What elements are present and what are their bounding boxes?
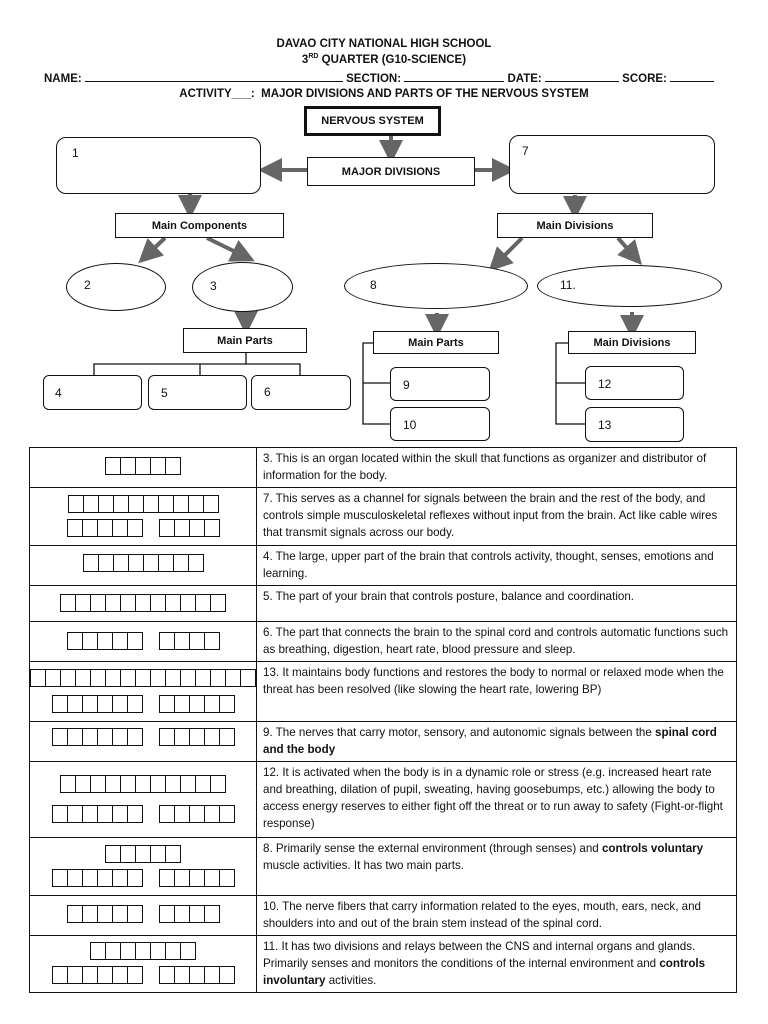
letter-box[interactable]: [83, 806, 98, 822]
letter-box[interactable]: [211, 670, 226, 686]
letter-box[interactable]: [136, 846, 151, 862]
letter-box[interactable]: [113, 806, 128, 822]
letter-box[interactable]: [113, 729, 128, 745]
letter-box[interactable]: [136, 670, 151, 686]
letter-box[interactable]: [91, 595, 106, 611]
letter-box[interactable]: [61, 776, 76, 792]
letter-box[interactable]: [160, 967, 175, 983]
question-text: 6. The part that connects the brain to the spinal cord and controls automatic functions such as breathing, digestion, heart rate, blood pressure and sleep.: [257, 622, 737, 662]
letter-box[interactable]: [220, 967, 234, 983]
letter-box[interactable]: [84, 496, 99, 512]
letter-box[interactable]: [204, 496, 218, 512]
letter-box[interactable]: [106, 670, 121, 686]
letter-boxes[interactable]: [30, 669, 256, 687]
letter-box[interactable]: [160, 906, 175, 922]
question-row: [30, 448, 737, 488]
question-row: [30, 586, 737, 622]
answer-cell: [30, 838, 257, 896]
letter-box[interactable]: [83, 520, 98, 536]
letter-box[interactable]: [166, 458, 180, 474]
letter-boxes[interactable]: [60, 775, 226, 793]
letter-box[interactable]: [220, 870, 234, 886]
letter-box[interactable]: [113, 967, 128, 983]
number-12: 12: [598, 377, 612, 391]
letter-box[interactable]: [98, 729, 113, 745]
answer-cell: [30, 488, 257, 546]
letter-box[interactable]: [53, 696, 68, 712]
letter-boxes[interactable]: [67, 632, 143, 650]
letter-box[interactable]: [190, 870, 205, 886]
letter-box[interactable]: [181, 943, 195, 959]
letter-box[interactable]: [53, 806, 68, 822]
letter-box[interactable]: [98, 696, 113, 712]
question-row: [30, 722, 737, 762]
letter-box[interactable]: [144, 555, 159, 571]
letter-box[interactable]: [174, 555, 189, 571]
score-label: SCORE:: [622, 73, 667, 85]
letter-box[interactable]: [181, 670, 196, 686]
letter-box[interactable]: [190, 906, 205, 922]
letter-boxes[interactable]: [105, 457, 181, 475]
letter-box[interactable]: [61, 595, 76, 611]
letter-box[interactable]: [160, 633, 175, 649]
letter-box[interactable]: [61, 670, 76, 686]
letter-box[interactable]: [190, 967, 205, 983]
letter-box[interactable]: [91, 670, 106, 686]
letter-box[interactable]: [113, 870, 128, 886]
number-3: 3: [210, 279, 217, 293]
letter-box[interactable]: [136, 595, 151, 611]
question-text: 3. This is an organ located within the skull that functions as organizer and distributor of information for the body.: [257, 448, 737, 488]
letter-box[interactable]: [129, 496, 144, 512]
letter-box[interactable]: [91, 943, 106, 959]
answer-cell: [30, 722, 257, 762]
letter-box[interactable]: [160, 729, 175, 745]
letter-box[interactable]: [175, 729, 190, 745]
letter-box[interactable]: [205, 633, 219, 649]
letter-box[interactable]: [128, 633, 142, 649]
question-row: [30, 488, 737, 546]
number-8: 8: [370, 278, 377, 292]
letter-box[interactable]: [160, 806, 175, 822]
letter-boxes[interactable]: [105, 845, 181, 863]
letter-box[interactable]: [166, 776, 181, 792]
letter-boxes[interactable]: [83, 554, 204, 572]
letter-box[interactable]: [175, 870, 190, 886]
major-divisions-box: MAJOR DIVISIONS: [307, 157, 475, 186]
answer-cell: [30, 586, 257, 622]
letter-box[interactable]: [83, 967, 98, 983]
school-name: DAVAO CITY NATIONAL HIGH SCHOOL: [276, 38, 492, 50]
letter-box[interactable]: [31, 670, 46, 686]
letter-box[interactable]: [159, 496, 174, 512]
main-divisions-sub-box: Main Divisions: [568, 331, 696, 354]
letter-box[interactable]: [113, 633, 128, 649]
number-2: 2: [84, 278, 91, 292]
main-components-box: Main Components: [115, 213, 284, 238]
letter-boxes[interactable]: [159, 905, 220, 923]
answer-cell: [30, 936, 257, 993]
letter-box[interactable]: [106, 943, 121, 959]
answer-cell: [30, 662, 257, 722]
section-label: SECTION:: [346, 73, 402, 85]
letter-box[interactable]: [205, 906, 219, 922]
letter-box[interactable]: [128, 806, 142, 822]
question-text: 10. The nerve fibers that carry information related to the eyes, mouth, ears, neck, and shoulders into and out of the brain stem instead of the spinal cord.: [257, 896, 737, 936]
letter-box[interactable]: [121, 846, 136, 862]
number-10: 10: [403, 418, 417, 432]
letter-box[interactable]: [159, 555, 174, 571]
letter-box[interactable]: [128, 906, 142, 922]
letter-box[interactable]: [99, 555, 114, 571]
answer-ellipse-2[interactable]: [66, 263, 166, 311]
question-text: 4. The large, upper part of the brain that controls activity, thought, senses, emotions and learning.: [257, 546, 737, 586]
letter-box[interactable]: [128, 729, 142, 745]
question-table: [29, 447, 737, 993]
letter-box[interactable]: [226, 670, 241, 686]
letter-box[interactable]: [205, 696, 220, 712]
letter-box[interactable]: [106, 776, 121, 792]
letter-box[interactable]: [205, 520, 219, 536]
letter-boxes[interactable]: [67, 905, 143, 923]
letter-box[interactable]: [99, 496, 114, 512]
letter-box[interactable]: [83, 633, 98, 649]
letter-box[interactable]: [106, 595, 121, 611]
answer-cell: [30, 762, 257, 838]
letter-box[interactable]: [196, 670, 211, 686]
letter-box[interactable]: [189, 496, 204, 512]
question-row: [30, 762, 737, 838]
question-text: 7. This serves as a channel for signals between the brain and the rest of the body, and controls simple musculoskeletal reflexes without input from the brain. Act like cable wires that transmit signals across our body.: [257, 488, 737, 546]
letter-box[interactable]: [83, 696, 98, 712]
letter-box[interactable]: [190, 806, 205, 822]
letter-box[interactable]: [220, 806, 234, 822]
letter-box[interactable]: [129, 555, 144, 571]
letter-box[interactable]: [106, 846, 121, 862]
question-text: 9. The nerves that carry motor, sensory, and autonomic signals between the spinal cord and the body: [257, 722, 737, 762]
letter-box[interactable]: [175, 967, 190, 983]
answer-cell: [30, 622, 257, 662]
letter-box[interactable]: [166, 943, 181, 959]
letter-box[interactable]: [113, 696, 128, 712]
letter-box[interactable]: [220, 729, 234, 745]
letter-box[interactable]: [160, 870, 175, 886]
answer-cell: [30, 546, 257, 586]
letter-box[interactable]: [151, 943, 166, 959]
number-5: 5: [161, 386, 168, 400]
letter-box[interactable]: [151, 776, 166, 792]
letter-box[interactable]: [128, 967, 142, 983]
letter-box[interactable]: [136, 776, 151, 792]
main-parts-box-right: Main Parts: [373, 331, 499, 354]
letter-box[interactable]: [83, 870, 98, 886]
question-row: [30, 622, 737, 662]
letter-boxes[interactable]: [52, 695, 143, 713]
answer-cell: [30, 448, 257, 488]
letter-box[interactable]: [160, 696, 175, 712]
letter-boxes[interactable]: [52, 966, 143, 984]
letter-box[interactable]: [205, 870, 220, 886]
number-6: 6: [264, 385, 271, 399]
letter-boxes[interactable]: [159, 869, 235, 887]
letter-box[interactable]: [91, 776, 106, 792]
letter-box[interactable]: [175, 906, 190, 922]
letter-box[interactable]: [128, 520, 142, 536]
letter-box[interactable]: [68, 806, 83, 822]
letter-box[interactable]: [53, 967, 68, 983]
date-label: DATE:: [507, 73, 542, 85]
letter-box[interactable]: [106, 458, 121, 474]
letter-box[interactable]: [68, 633, 83, 649]
letter-box[interactable]: [151, 595, 166, 611]
letter-boxes[interactable]: [159, 519, 220, 537]
letter-box[interactable]: [68, 696, 83, 712]
letter-box[interactable]: [76, 670, 91, 686]
letter-boxes[interactable]: [159, 695, 235, 713]
question-row: [30, 546, 737, 586]
letter-box[interactable]: [205, 806, 220, 822]
letter-box[interactable]: [196, 595, 211, 611]
letter-box[interactable]: [68, 906, 83, 922]
letter-box[interactable]: [175, 696, 190, 712]
letter-box[interactable]: [76, 595, 91, 611]
answer-cell: [30, 896, 257, 936]
letter-box[interactable]: [98, 520, 113, 536]
letter-box[interactable]: [144, 496, 159, 512]
letter-box[interactable]: [136, 458, 151, 474]
answer-box-1[interactable]: [56, 137, 261, 194]
answer-ellipse-3[interactable]: [192, 262, 293, 312]
letter-boxes[interactable]: [52, 869, 143, 887]
number-4: 4: [55, 386, 62, 400]
letter-box[interactable]: [190, 729, 205, 745]
letter-box[interactable]: [98, 906, 113, 922]
quarter-line: 3RD QUARTER (G10-SCIENCE): [301, 53, 467, 66]
answer-box-7[interactable]: [509, 135, 715, 194]
letter-box[interactable]: [68, 729, 83, 745]
letter-box[interactable]: [190, 696, 205, 712]
number-1: 1: [72, 146, 79, 160]
letter-box[interactable]: [98, 633, 113, 649]
letter-box[interactable]: [220, 696, 234, 712]
letter-box[interactable]: [68, 520, 83, 536]
letter-box[interactable]: [175, 633, 190, 649]
letter-box[interactable]: [181, 776, 196, 792]
letter-box[interactable]: [128, 696, 142, 712]
question-row: [30, 896, 737, 936]
letter-boxes[interactable]: [67, 519, 143, 537]
letter-box[interactable]: [151, 846, 166, 862]
question-text: 5. The part of your brain that controls posture, balance and coordination.: [257, 586, 737, 622]
letter-box[interactable]: [53, 870, 68, 886]
letter-box[interactable]: [113, 520, 128, 536]
letter-box[interactable]: [166, 595, 181, 611]
main-divisions-box: Main Divisions: [497, 213, 653, 238]
question-text: 8. Primarily sense the external environment (through senses) and controls voluntary muscle activities. It has two main parts.: [257, 838, 737, 896]
letter-boxes[interactable]: [90, 942, 196, 960]
letter-box[interactable]: [211, 776, 225, 792]
letter-box[interactable]: [174, 496, 189, 512]
question-text: 11. It has two divisions and relays between the CNS and internal organs and glands. Primarily senses and monitors the conditions of the internal environment and controls involuntary activities.: [257, 936, 737, 993]
letter-boxes[interactable]: [60, 594, 226, 612]
letter-box[interactable]: [128, 870, 142, 886]
letter-box[interactable]: [76, 776, 91, 792]
letter-box[interactable]: [121, 458, 136, 474]
letter-box[interactable]: [241, 670, 255, 686]
number-11: 11.: [560, 278, 576, 292]
letter-box[interactable]: [175, 806, 190, 822]
letter-box[interactable]: [190, 520, 205, 536]
letter-box[interactable]: [46, 670, 61, 686]
letter-box[interactable]: [121, 943, 136, 959]
letter-box[interactable]: [205, 967, 220, 983]
number-13: 13: [598, 418, 612, 432]
name-label: NAME:: [44, 73, 82, 85]
question-row: [30, 662, 737, 722]
letter-box[interactable]: [121, 776, 136, 792]
letter-box[interactable]: [190, 633, 205, 649]
letter-box[interactable]: [211, 595, 225, 611]
letter-boxes[interactable]: [52, 805, 143, 823]
letter-box[interactable]: [136, 943, 151, 959]
number-9: 9: [403, 378, 410, 392]
letter-box[interactable]: [69, 496, 84, 512]
letter-boxes[interactable]: [159, 966, 235, 984]
letter-box[interactable]: [98, 967, 113, 983]
letter-box[interactable]: [196, 776, 211, 792]
letter-box[interactable]: [68, 967, 83, 983]
letter-box[interactable]: [121, 670, 136, 686]
letter-box[interactable]: [151, 670, 166, 686]
letter-boxes[interactable]: [52, 728, 143, 746]
letter-box[interactable]: [175, 520, 190, 536]
letter-box[interactable]: [113, 906, 128, 922]
letter-box[interactable]: [83, 906, 98, 922]
letter-box[interactable]: [160, 520, 175, 536]
letter-box[interactable]: [205, 729, 220, 745]
number-7: 7: [522, 144, 529, 158]
letter-box[interactable]: [68, 870, 83, 886]
letter-boxes[interactable]: [159, 805, 235, 823]
letter-box[interactable]: [166, 846, 180, 862]
question-row: [30, 936, 737, 993]
main-parts-box-left: Main Parts: [183, 328, 307, 353]
letter-box[interactable]: [98, 870, 113, 886]
letter-box[interactable]: [98, 806, 113, 822]
letter-boxes[interactable]: [159, 728, 235, 746]
letter-box[interactable]: [84, 555, 99, 571]
letter-box[interactable]: [121, 595, 136, 611]
letter-box[interactable]: [151, 458, 166, 474]
letter-box[interactable]: [114, 496, 129, 512]
letter-box[interactable]: [53, 729, 68, 745]
activity-title-line: ACTIVITY___: MAJOR DIVISIONS AND PARTS OF THE NERVOUS SYSTEM: [179, 88, 589, 100]
letter-boxes[interactable]: [68, 495, 219, 513]
question-text: 13. It maintains body functions and restores the body to normal or relaxed mode when the threat has been resolved (like slowing the heart rate, lowering BP): [257, 662, 737, 722]
nervous-system-box: NERVOUS SYSTEM: [304, 106, 441, 136]
letter-box[interactable]: [114, 555, 129, 571]
question-text: 12. It is activated when the body is in a dynamic role or stress (e.g. increased heart rate and breathing, dilation of pupil, sweating, having goosebumps, etc.) allowing the body to access energy reserves to either fight off the threat or to run away to safety (Fight-or-flight response): [257, 762, 737, 838]
letter-box[interactable]: [181, 595, 196, 611]
question-row: [30, 838, 737, 896]
letter-box[interactable]: [189, 555, 203, 571]
letter-box[interactable]: [166, 670, 181, 686]
letter-box[interactable]: [83, 729, 98, 745]
letter-boxes[interactable]: [159, 632, 220, 650]
